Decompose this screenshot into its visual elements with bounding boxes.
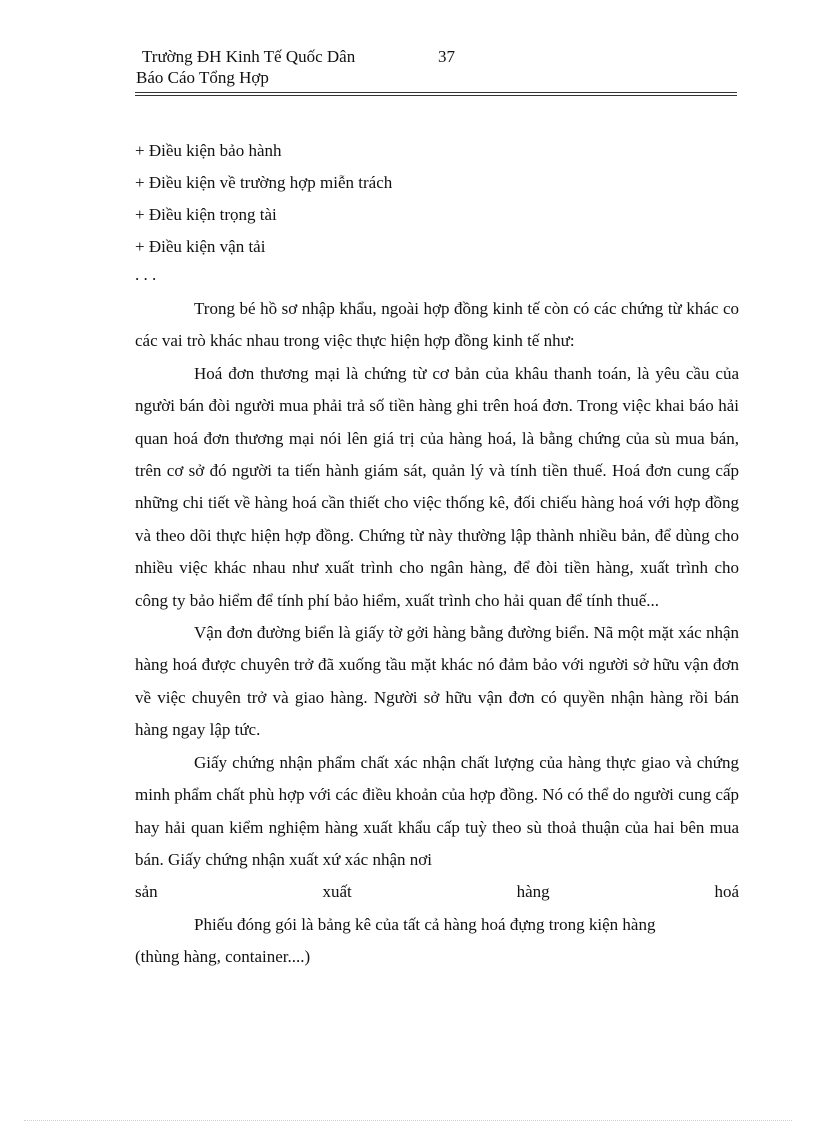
- bullet-item: + Điều kiện trọng tài: [135, 205, 277, 224]
- word: hàng: [516, 882, 550, 902]
- paragraph-bill-of-lading: Vận đơn đường biển là giấy tờ gởi hàng bằng đường biển. Nã một mặt xác nhận hàng hoá được chuyên trở đã xuống tầu mặt khác nó đảm bảo với người sở hữu vận đơn về việc chuyên trở và giao hàng. Người sở hữu vận đơn có quyền nhận hàng rồi bán hàng ngay lập tức.: [135, 623, 739, 740]
- school-name: Trường ĐH Kinh Tế Quốc Dân: [142, 47, 356, 66]
- paragraph-import-documents: Trong bé hồ sơ nhập khẩu, ngoài hợp đồng kinh tế còn có các chứng từ khác co các vai trò khác nhau trong việc thực hiện hợp đồng kinh tế như:: [135, 299, 739, 351]
- report-title: Báo Cáo Tổng Hợp: [136, 68, 269, 87]
- header-double-rule: [135, 92, 737, 96]
- paragraph-quality-certificate: Giấy chứng nhận phẩm chất xác nhận chất lượng của hàng thực giao và chứng minh phẩm chất phù hợp với các điều khoản của hợp đồng. Nó có thể do người cung cấp hay hải quan kiểm nghiệm hàng xuất khẩu cấp tuỳ theo sù thoả thuận của hai bên mua bán. Giấy chứng nhận xuất xứ xác nhận nơi: [135, 752, 739, 869]
- paragraph-commercial-invoice: Hoá đơn thương mại là chứng từ cơ bản của khâu thanh toán, là yêu cầu của người bán đòi người mua phải trả số tiền hàng ghi trên hoá đơn. Trong việc khai báo hải quan hoá đơn thương mại nói lên giá trị của hàng hoá, là bằng chứng của sù mua bán, trên cơ sở đó người ta tiến hành giám sát, quản lý và tính tiền thuế. Hoá đơn cung cấp những chi tiết về hàng hoá cần thiết cho việc thống kê, đối chiếu hàng hoá với hợp đồng và theo dõi thực hiện hợp đồng. Chứng từ này thường lập thành nhiều bản, để dùng cho nhiều việc khác nhau như xuất trình cho ngân hàng, để đòi tiền hàng, xuất trình cho công ty bảo hiểm để tính phí bảo hiểm, xuất trình cho hải quan để tính thuế...: [135, 363, 739, 610]
- justified-line: [135, 876, 739, 908]
- footer-dotted-rule: [24, 1120, 792, 1122]
- ellipsis: . . .: [135, 265, 157, 284]
- bullet-item: + Điều kiện vận tải: [135, 237, 266, 256]
- header-line: [135, 46, 737, 68]
- word: hoá: [714, 882, 739, 902]
- paragraph-packing-list: Phiếu đóng gói là bảng kê của tất cả hàng hoá đựng trong kiện hàng: [194, 914, 656, 934]
- word: xuất: [322, 882, 352, 902]
- bullet-item: + Điều kiện bảo hành: [135, 141, 282, 160]
- page-header: [135, 46, 737, 96]
- page-body: [135, 135, 739, 974]
- paragraph-packing-list-end: (thùng hàng, container....): [135, 947, 311, 967]
- word: sản: [135, 882, 158, 902]
- bullet-item: + Điều kiện về trường hợp miễn trách: [135, 173, 393, 192]
- page-number: 37: [438, 47, 455, 66]
